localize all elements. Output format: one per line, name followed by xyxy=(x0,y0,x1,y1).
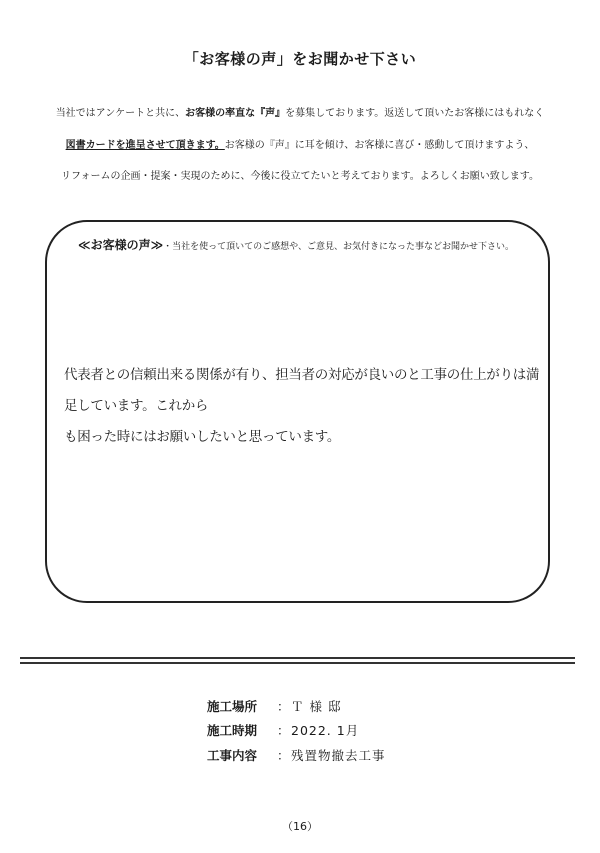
voice-heading-label: ≪お客様の声≫ xyxy=(78,238,164,252)
voice-heading xyxy=(78,236,514,253)
intro-line-1 xyxy=(0,104,600,119)
location-label: 施工場所 xyxy=(207,699,258,714)
intro-emphasis: お客様の率直な『声』 xyxy=(185,108,286,119)
info-period xyxy=(207,721,359,739)
work-label: 工事内容 xyxy=(207,748,258,763)
location-value: Ｔ 様 邸 xyxy=(291,699,342,714)
separator: ： xyxy=(277,748,290,763)
separator: ： xyxy=(277,723,290,738)
divider-rule xyxy=(20,657,575,659)
separator: ： xyxy=(277,699,290,714)
voice-heading-note: ・当社を使って頂いてのご感想や、ご意見、お気付きになった事などお聞かせ下さい。 xyxy=(163,242,514,252)
divider-rule xyxy=(20,662,575,664)
period-label: 施工時期 xyxy=(207,723,258,738)
page-title: 「お客様の声」をお聞かせ下さい xyxy=(183,50,417,68)
page-number: （16） xyxy=(282,820,318,833)
intro-line-2 xyxy=(0,136,600,151)
intro-text: お客様の『声』に耳を傾け、お客様に喜び・感動して頂けますよう、 xyxy=(224,140,535,151)
voice-body-line: 代表者との信頼出来る関係が有り、担当者の対応が良いのと工事の仕上がりは満足しています。これから xyxy=(64,367,540,414)
gift-card-note: 図書カードを進呈させて頂きます。 xyxy=(65,140,225,151)
voice-body-line: も困った時にはお願いしたいと思っています。 xyxy=(64,429,341,445)
info-work xyxy=(207,746,386,764)
work-value: 残置物撤去工事 xyxy=(291,748,386,763)
intro-line-3: リフォームの企画・提案・実現のために、今後に役立てたいと考えております。よろしくお願い致します。 xyxy=(61,171,539,182)
info-location xyxy=(207,697,341,715)
voice-body xyxy=(64,360,544,453)
intro-text: を募集しております。返送して頂いたお客様にはもれなく xyxy=(285,108,545,119)
period-value: 2022. 1月 xyxy=(291,723,360,738)
intro-text: 当社ではアンケートと共に、 xyxy=(55,108,186,119)
